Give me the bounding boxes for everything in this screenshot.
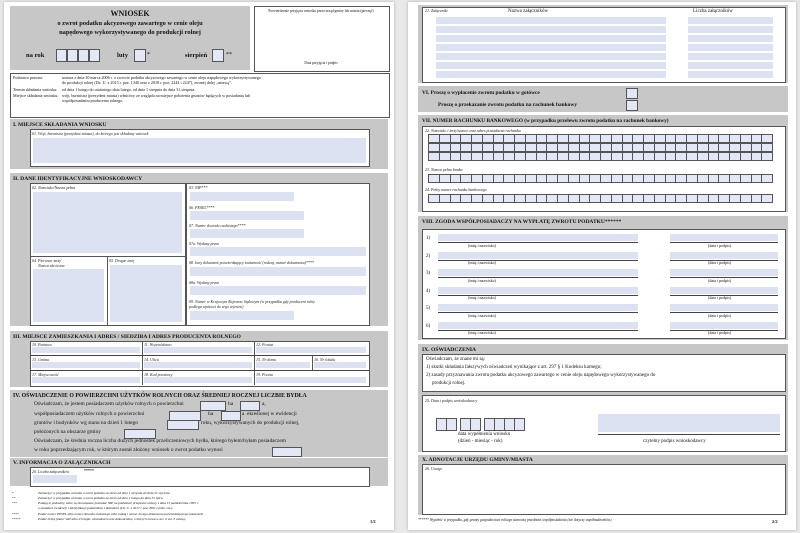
field-18-label: 18. Kod pocztowy	[144, 372, 173, 377]
house-number-input[interactable]	[256, 362, 310, 368]
footnote-3-cont: o zasadach ewidencji i identyfikacji podatników i płatników (Dz. U. z 2017 r. poz. 869, z późn. zm.).	[38, 506, 174, 510]
character-cell[interactable]	[761, 134, 773, 143]
declaration-1: 1) skutki składania fałszywych oświadczeń wynikające z art. 297 § 1 Kodeksu karnego;	[426, 365, 602, 370]
attachment-count-input[interactable]	[688, 35, 773, 42]
attachment-count-input[interactable]	[688, 62, 773, 69]
co-owner-name-input[interactable]	[438, 252, 638, 259]
column-header-name: Nazwa załączników	[508, 9, 549, 14]
consent-row-number: 2)	[426, 253, 431, 259]
footnote-mark: **	[12, 496, 16, 500]
consent-row-number: 6)	[426, 323, 431, 329]
city-input[interactable]	[32, 377, 140, 383]
field-04-label-2: Nazwa skrócona	[38, 263, 65, 268]
co-owner-name-input[interactable]	[438, 304, 638, 311]
form-title: WNIOSEK	[110, 9, 150, 18]
deadline-text: od dnia 1 lutego do ostatniego dnia lutego, od dnia 1 sierpnia do dnia 31 sierpnia.	[62, 87, 196, 92]
municipality-input[interactable]	[32, 362, 140, 368]
signature-input[interactable]	[598, 414, 780, 432]
consent-row-number: 4)	[426, 288, 431, 294]
date-signature-caption: (data i podpis)	[708, 277, 732, 283]
post-office-input[interactable]	[256, 377, 366, 383]
february-label: luty	[117, 52, 128, 59]
street-input[interactable]	[144, 362, 252, 368]
attachments-count-input[interactable]	[33, 475, 77, 483]
field-04-label: 04. Pierwsze imię/	[32, 258, 62, 263]
page-number: 2/2	[772, 519, 778, 524]
statement-line: roku, wykorzystywanych do produkcji rolnej,	[201, 420, 300, 426]
address-divider	[30, 370, 369, 371]
footnote-1: Zaznaczyć w przypadku wniosku o zwrot podatku za okres od dnia 1 sierpnia do dnia 31 stycznia.	[38, 491, 171, 495]
field-15-label: 15. Nr domu	[256, 357, 277, 362]
date-digit-cell[interactable]	[446, 418, 457, 431]
postal-code-input[interactable]	[144, 377, 252, 383]
apartment-number-input[interactable]	[314, 362, 366, 368]
field-08a-label: 08a. Wydany przez	[189, 280, 219, 285]
place-text: wójt, burmistrz (prezydent miasta) właściwy ze względu na miejsce położenia gruntów będących w posiadaniu lub	[62, 93, 251, 98]
character-cell[interactable]	[761, 143, 773, 152]
name-caption: (imię i nazwisko)	[468, 242, 496, 248]
cash-payment-checkbox[interactable]	[626, 88, 638, 99]
name-caption: (imię i nazwisko)	[468, 312, 496, 318]
date-digit-cell[interactable]	[470, 418, 481, 431]
area-ha-input[interactable]	[200, 401, 226, 411]
cash-payment-label: VI. Proszę o wypłacenie zwrotu podatku w gotówce	[422, 90, 540, 96]
consent-row-number: 1)	[426, 236, 431, 241]
other-doc-input[interactable]	[190, 267, 366, 276]
address-divider	[142, 341, 143, 385]
section-4-header: IV. OŚWIADCZENIE O POWIERZCHNI UŻYTKÓW ROLNYCH ORAZ ŚREDNIEJ ROCZNEJ LICZBIE BYDŁA	[13, 393, 307, 399]
form-page-1	[4, 2, 394, 530]
august-checkbox[interactable]	[212, 49, 224, 62]
field-21-label: 21. Załączniki	[425, 8, 448, 13]
character-cell[interactable]	[761, 174, 773, 183]
field-05-label: 05. Drugie imię	[109, 258, 135, 263]
year-digit-2[interactable]	[67, 49, 78, 62]
attachment-count-input[interactable]	[688, 26, 773, 33]
footnote-2: Zaznaczyć w przypadku wniosku o zwrot podatku za okres od dnia 1 lutego do dnia 31 lipca.	[38, 496, 164, 500]
page-number: 1/2	[370, 519, 376, 524]
declaration-2-cont: produkcji rolnej.	[432, 381, 466, 386]
cattle-count-input[interactable]	[272, 447, 302, 457]
attachment-name-input[interactable]	[436, 44, 666, 51]
date-caption: data wypełnienia wniosku	[458, 432, 511, 437]
year-label: na rok	[26, 52, 45, 59]
attachment-name-input[interactable]	[436, 17, 666, 24]
year-digit-1[interactable]	[56, 49, 67, 62]
stamp-caption: Potwierdzenie przyjęcia wniosku przez urząd gminy lub miasta (pieczęć)	[268, 9, 374, 13]
section-10-header: X. ADNOTACJE URZĘDU GMINY/MIASTA	[422, 457, 533, 463]
address-divider	[312, 355, 313, 370]
february-checkbox[interactable]	[134, 49, 146, 62]
august-label: sierpień	[185, 52, 208, 59]
field-08-label: 08. Inny dokument potwierdzający tożsamość (rodzaj, numer dokumentu)****	[189, 260, 314, 265]
footnote-mark: **	[226, 52, 232, 58]
statement-line: w roku poprzedzającym rok, w którym został złożony wniosek o zwrot podatku wynosi	[34, 447, 223, 453]
form-subtitle-2: napędowego wykorzystywanego do produkcji rolnej	[59, 29, 201, 36]
attachments-count-box	[30, 467, 370, 487]
section-7-header: VII. NUMER RACHUNKU BANKOWEGO (w przypadku przelewu zwrotu podatku na rachunek bankowy)	[422, 118, 669, 124]
co-owner-signature-input[interactable]	[670, 252, 778, 259]
statement-line: gruntów i budynków wg stanu na dzień 1 lutego	[34, 420, 138, 426]
field-11-label: 11. Województwo	[144, 342, 172, 347]
field-06-label: 06. PESEL****	[189, 205, 215, 210]
attachment-count-input[interactable]	[688, 17, 773, 24]
field-20-label: 20. Liczba załączników	[32, 469, 70, 474]
attachment-name-input[interactable]	[436, 62, 666, 69]
field-01-label: 01. Wójt, burmistrz (prezydent miasta), do którego jest składany wniosek	[32, 131, 149, 136]
other-doc-issuer-input[interactable]	[190, 286, 366, 295]
co-owner-signature-input[interactable]	[670, 304, 778, 311]
legal-basis-text: ustawa z dnia 10 marca 2006 r. o zwrocie podatku akcyzowego zawartego w cenie oleju napędowego wykorzystywanego	[62, 75, 261, 80]
co-owner-signature-input[interactable]	[670, 269, 778, 276]
section-5-header: V. INFORMACJA O ZAŁĄCZNIKACH	[13, 460, 111, 466]
address-divider	[254, 341, 255, 385]
declaration-2: 2) zasady przyznawania zwrotu podatku akcyzowego zawartego w cenie oleju napędowego wykorzystywanego do	[426, 373, 656, 378]
field-12-label: 12. Powiat	[256, 342, 274, 347]
district-input[interactable]	[256, 347, 366, 353]
remarks-box	[422, 464, 786, 515]
field-26-label: 26. Uwagi	[425, 466, 442, 471]
consent-row-number: 3)	[426, 271, 431, 276]
form-page-2	[408, 2, 796, 530]
footnote-4: Podać numer PESEL albo numer dowodu osobistego albo rodzaj i numer innego dokumentu potwierdzającego tożsamość.	[38, 512, 204, 516]
field-24-label: 24. Pełny numer rachunku bankowego	[425, 187, 487, 192]
field-02-label: 02. Nazwisko/Nazwa pełna	[32, 185, 76, 190]
declaration-intro: Oświadczam, że znane mi są:	[426, 357, 486, 362]
date-format-caption: (dzień - miesiąc - rok)	[458, 439, 503, 444]
area-a-input[interactable]	[240, 401, 260, 411]
bank-transfer-label: Proszę o przekazanie zwrotu podatku na rachunek bankowy	[438, 102, 577, 108]
section-2-header: II. DANE IDENTYFIKACYJNE WNIOSKODAWCY	[13, 176, 143, 182]
year-digit-4[interactable]	[89, 49, 100, 62]
field-09-label-2: podlega wpisowi do tego rejestru)	[189, 304, 244, 309]
co-owner-name-input[interactable]	[438, 322, 638, 329]
footnote-mark: *****	[12, 517, 21, 521]
column-header-count: Liczba załączników	[693, 9, 733, 14]
statement-line: ekreślonej w ewidencji	[247, 411, 297, 417]
character-cell[interactable]	[761, 152, 773, 161]
field-25-label: 25. Data i podpis wnioskodawcy	[425, 398, 478, 403]
co-owner-signature-input[interactable]	[670, 234, 778, 241]
second-name-input[interactable]	[110, 265, 182, 322]
place-text: współposiadaniu producenta rolnego.	[62, 98, 124, 103]
field-09-label: 09. Numer w Krajowym Rejestrze Sądowym (w przypadku gdy producent rolny	[189, 299, 316, 304]
name-caption: (imię i nazwisko)	[468, 260, 496, 265]
field-14-label: 14. Ulica	[144, 357, 159, 362]
field-22-label: 22. Nazwisko i imię/nazwa oraz adres posiadacza rachunku	[425, 128, 521, 133]
footnote-mark: *	[147, 52, 150, 58]
office-input[interactable]	[33, 138, 366, 163]
date-signature-caption: (data i podpis)	[708, 295, 732, 300]
footnote-mark: ****	[12, 512, 19, 516]
country-input[interactable]	[32, 347, 140, 353]
krs-input[interactable]	[190, 311, 294, 320]
legal-basis-text: do produkcji rolnej (Dz. U. z 2015 r. poz. 1340 oraz z 2018 r. poz. 2244 i 2247), zwanej dalej „ustawą”.	[62, 80, 232, 85]
nip-input[interactable]	[190, 192, 294, 201]
co-owner-name-input[interactable]	[438, 287, 638, 294]
date-signature-caption: (data i podpis)	[708, 242, 732, 248]
signature-line	[598, 434, 780, 435]
section-3-header: III. MIEJSCE ZAMIESZKANIA I ADRES / SIEDZIBA I ADRES PRODUCENTA ROLNEGO	[13, 334, 241, 340]
co-owner-name-input[interactable]	[438, 269, 638, 276]
unit-a: a	[242, 411, 245, 417]
deadline-label: Termin składania wniosku:	[13, 87, 58, 92]
year-input[interactable]	[167, 420, 199, 430]
date-signature-caption: (data i podpis)	[708, 330, 732, 335]
field-03-label: 03. NIP***	[189, 185, 208, 190]
footnote-mark: *	[12, 491, 14, 495]
name-caption: (imię i nazwisko)	[468, 295, 496, 300]
stamp-date-caption: Data przyjęcia i podpis	[304, 61, 338, 65]
attachment-name-input[interactable]	[436, 35, 666, 42]
consent-row-number: 5)	[426, 306, 431, 311]
attachment-count-input[interactable]	[688, 53, 773, 60]
place-label: Miejsce składania wniosku:	[13, 93, 59, 98]
field-17-label: 17. Miejscowość	[32, 372, 59, 377]
unit-ha: ha	[208, 411, 214, 417]
section-9-header: IX. OŚWIADCZENIA	[422, 347, 477, 353]
footnote-6: ****** Wypełnić w przypadku, gdy grunty gospodarstwa rolnego stanowią przedmiot współposiadania (nie dotyczy współmałżonków).	[418, 518, 613, 522]
field-07-label: 07. Numer dowodu osobistego****	[189, 223, 246, 228]
co-owner-name-input[interactable]	[438, 234, 638, 241]
attachment-name-input[interactable]	[436, 71, 666, 78]
name-caption: (imię i nazwisko)	[468, 330, 496, 335]
form-subtitle-1: o zwrot podatku akcyzowego zawartego w cenie oleju	[57, 20, 203, 27]
attachment-count-input[interactable]	[688, 44, 773, 51]
footnote-3: Podają te podmioty, które są obowiązane posiadać NIP na podstawie przepisów ustawy z dnia 13 października 1995 r.	[38, 501, 199, 505]
field-13-label: 13. Gmina	[32, 357, 49, 362]
first-name-input[interactable]	[33, 269, 104, 322]
attachment-name-input[interactable]	[436, 26, 666, 33]
attachment-count-input[interactable]	[688, 71, 773, 78]
unit-ha: ha	[228, 401, 234, 407]
field-23-label: 23. Nazwa pełna banku	[425, 167, 463, 172]
field-10-label: 10. Państwo	[32, 342, 52, 347]
field-16-label: 16. Nr lokalu	[314, 357, 336, 362]
date-signature-caption: (data i podpis)	[708, 312, 732, 318]
signature-caption: czytelny podpis wnioskodawcy	[643, 439, 706, 444]
footnote-mark: ***	[12, 501, 18, 505]
statement-line: Oświadczam, że jestem posiadaczem użytków rolnych o powierzchni	[34, 401, 184, 407]
section-1-header: I. MIEJSCE SKŁADANIA WNIOSKU	[13, 122, 107, 128]
province-input[interactable]	[144, 347, 252, 353]
address-divider	[30, 355, 369, 356]
id-issuer-input[interactable]	[190, 247, 366, 256]
footnote-mark: *****	[84, 468, 94, 473]
statement-line: współposiadaczem użytków rolnych o powierzchni	[34, 411, 145, 417]
field-19-label: 19. Poczta	[256, 372, 273, 377]
name-caption: (imię i nazwisko)	[468, 277, 496, 283]
id-card-input[interactable]	[190, 229, 304, 238]
bank-transfer-checkbox[interactable]	[626, 100, 638, 111]
pesel-input[interactable]	[190, 211, 304, 220]
statement-line: Oświadczam, że średnia roczna liczba dużych jednostek przeliczeniowych bydła, którego byłem/byłam posiadaczem	[34, 438, 286, 444]
unit-a: a,	[262, 401, 266, 407]
character-cell[interactable]	[761, 194, 773, 203]
footnote-5: Podać liczbę faktur VAT albo ich kopii, oświadczeń oraz dokumentów, o których mowa w art. 6 ust. 3 ustawy.	[38, 517, 187, 521]
section-8-header: VIII. ZGODA WSPÓŁPOSIADACZY NA WYPŁATĘ ZWROTU PODATKU******	[422, 219, 622, 225]
attachment-name-input[interactable]	[436, 53, 666, 60]
co-owner-signature-input[interactable]	[670, 287, 778, 294]
field-07a-label: 07a. Wydany przez	[189, 241, 219, 246]
name-input[interactable]	[33, 192, 182, 253]
co-owner-signature-input[interactable]	[670, 322, 778, 329]
year-digit-3[interactable]	[78, 49, 89, 62]
date-digit-cell[interactable]	[514, 418, 525, 431]
date-signature-caption: (data i podpis)	[708, 260, 732, 265]
legal-basis-label: Podstawa prawna:	[13, 75, 43, 80]
statement-line: położonych na obszarze gminy	[34, 429, 101, 435]
